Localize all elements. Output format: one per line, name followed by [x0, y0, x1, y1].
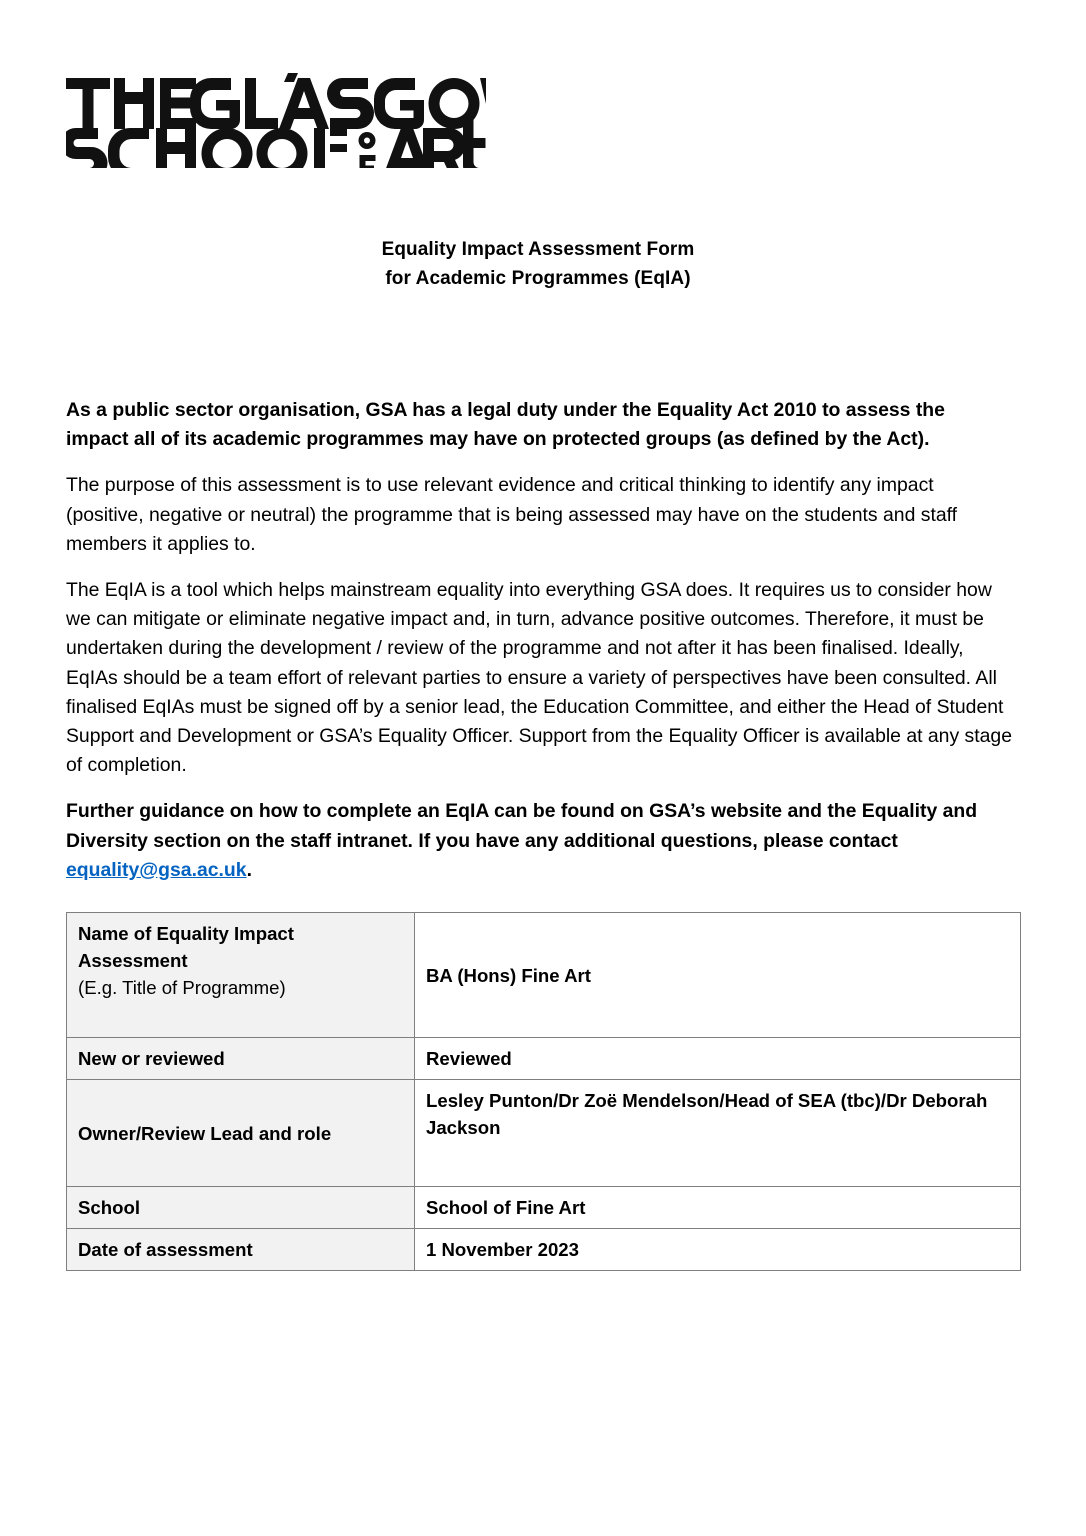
assessment-info-table: [66, 912, 1021, 1271]
row-value-programme-title[interactable]: BA (Hons) Fine Art: [415, 913, 1021, 1038]
gsa-logo: [66, 70, 486, 168]
paragraph-further-guidance: [66, 797, 1012, 885]
table-row: [67, 1038, 1021, 1080]
row-label-text: Name of Equality Impact Assessment: [78, 923, 294, 971]
row-value-school[interactable]: School of Fine Art: [415, 1187, 1021, 1229]
assessment-info-table-wrapper: [66, 912, 1020, 1271]
row-label-date-of-assessment: Date of assessment: [67, 1229, 415, 1271]
page-title-line-2: for Academic Programmes (EqIA): [385, 267, 691, 289]
page-title-line-1: Equality Impact Assessment Form: [381, 239, 695, 260]
table-row: [67, 1187, 1021, 1229]
intro-body: [66, 396, 1012, 901]
row-value-date-of-assessment[interactable]: 1 November 2023: [415, 1229, 1021, 1271]
further-guidance-period: .: [246, 858, 252, 881]
row-label-name-of-eqia: [67, 913, 415, 1038]
row-label-note: (E.g. Title of Programme): [78, 977, 286, 998]
table-row: [67, 1229, 1021, 1271]
table-row: [67, 913, 1021, 1038]
further-guidance-text: Further guidance on how to complete an EqIA can be found on GSA’s website and the Equality and Diversity section on the staff intranet. If you have any additional questions, please contact: [66, 800, 978, 852]
row-label-new-or-reviewed: New or reviewed: [67, 1038, 415, 1080]
equality-email-link[interactable]: equality@gsa.ac.uk: [66, 858, 247, 881]
row-value-new-or-reviewed[interactable]: Reviewed: [415, 1038, 1021, 1080]
row-label-owner-review-lead: Owner/Review Lead and role: [67, 1080, 415, 1187]
paragraph-purpose: The purpose of this assessment is to use relevant evidence and critical thinking to identify any impact (positive, negative or neutral) the programme that is being assessed may have on the students and staff members it applies to.: [66, 474, 958, 555]
paragraph-legal-duty: As a public sector organisation, GSA has a legal duty under the Equality Act 2010 to assess the impact all of its academic programmes may have on protected groups (as defined by the Act).: [66, 399, 945, 451]
page-title: [66, 236, 1010, 294]
paragraph-eqia-tool: The EqIA is a tool which helps mainstream equality into everything GSA does. It requires us to consider how we can mitigate or eliminate negative impact and, in turn, advance positive outcomes. Therefore, it must be undertaken during the development / review of the programme and not after it has been finalised. Ideally, EqIAs should be a team effort of relevant parties to ensure a variety of perspectives have been consulted. All finalised EqIAs must be signed off by a senior lead, the Education Committee, and either the Head of Student Support and Development or GSA’s Equality Officer. Support from the Equality Officer is available at any stage of completion.: [66, 579, 1012, 777]
row-label-school: School: [67, 1187, 415, 1229]
table-row: [67, 1080, 1021, 1187]
row-value-owner-review-lead[interactable]: Lesley Punton/Dr Zoë Mendelson/Head of SEA (tbc)/Dr Deborah Jackson: [415, 1080, 1021, 1187]
